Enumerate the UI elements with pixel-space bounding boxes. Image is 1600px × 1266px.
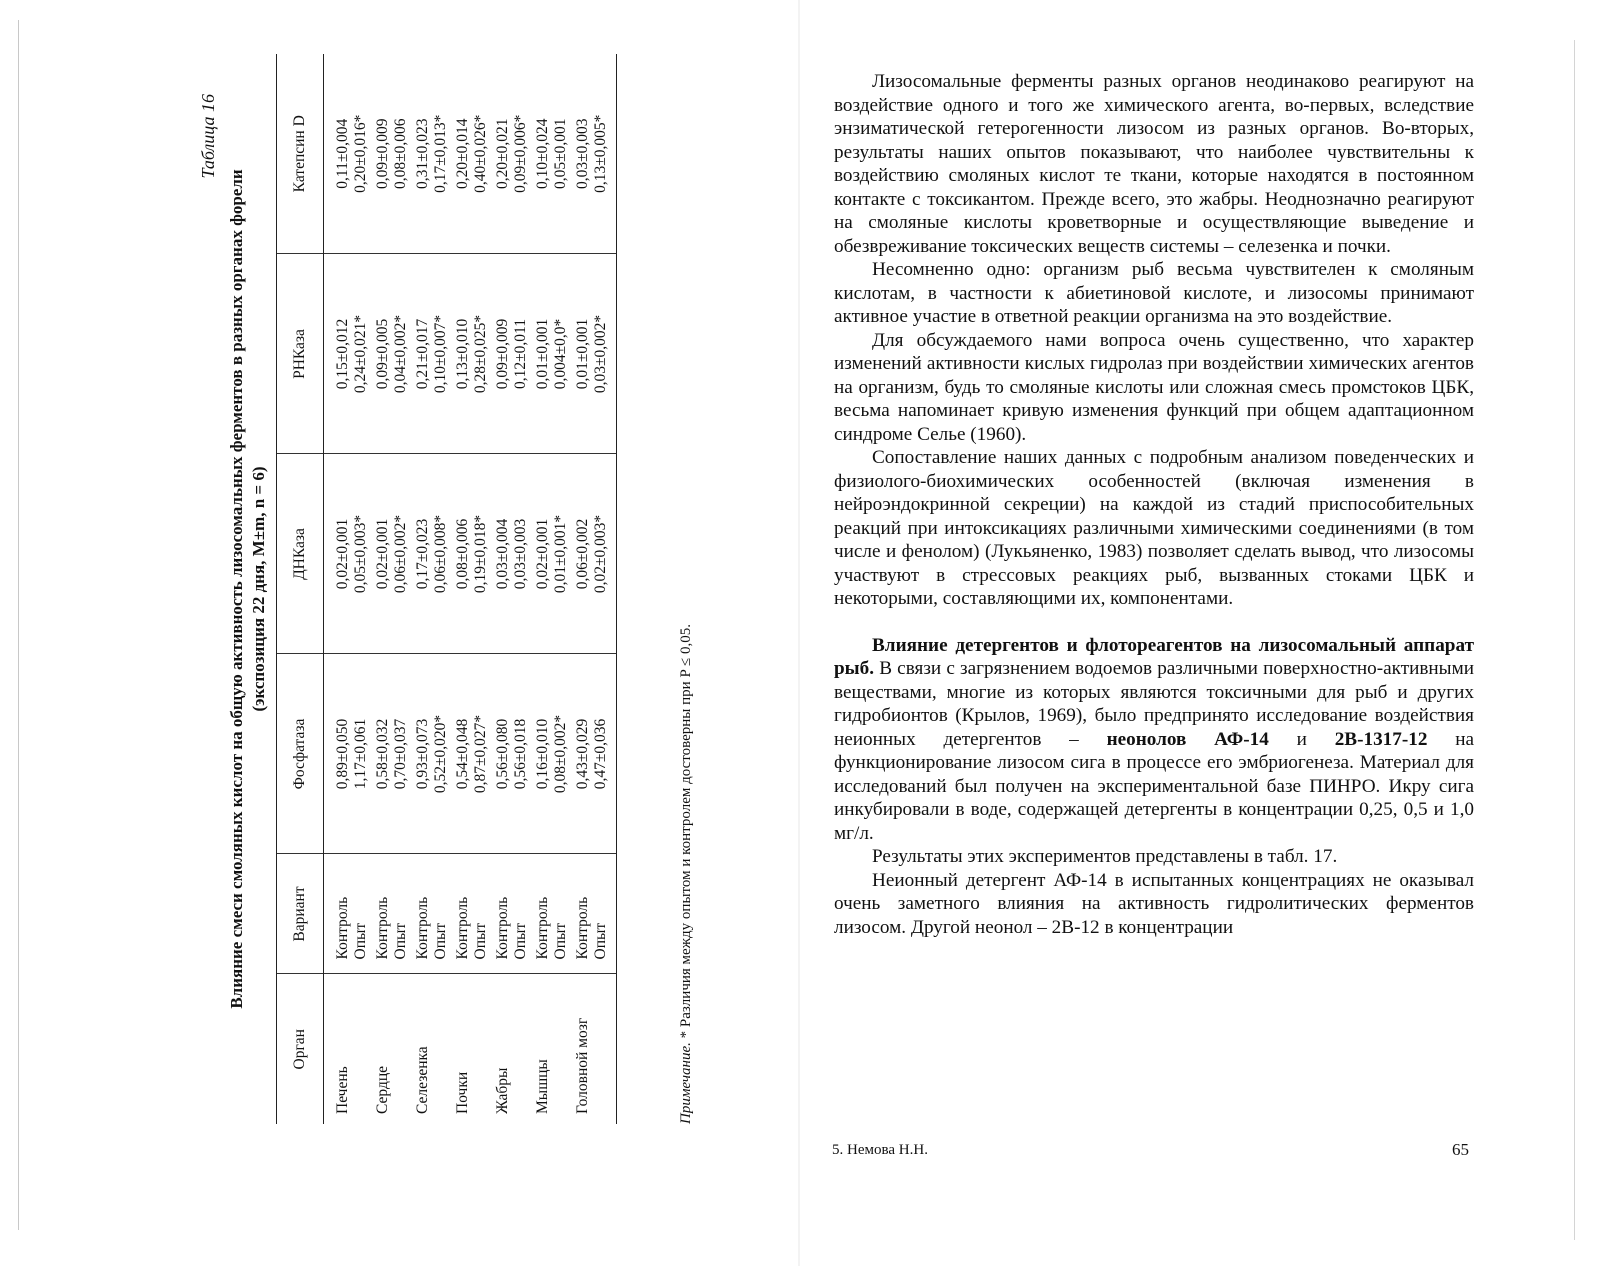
cell-rnase <box>324 254 373 454</box>
section-bold-term-2: 2В-1317-12 <box>1334 728 1428 750</box>
table-title-line-2: (экспозиция 22 дня, М±m, n = 6) <box>249 466 268 712</box>
right-page-edge <box>1574 40 1575 1240</box>
cell-cathepsin-d <box>452 54 492 254</box>
enzyme-activity-table <box>276 54 617 1124</box>
cell-phosphatase <box>492 654 532 854</box>
organ-name: Селезенка <box>414 1046 431 1114</box>
table-note-text: * Различия между опытом и контролем достоверны при P ≤ 0,05. <box>678 624 694 1039</box>
value-control: 0,01±0,001 <box>574 318 591 390</box>
value-control: 0,02±0,001 <box>374 518 391 590</box>
cell-phosphatase <box>324 654 373 854</box>
body-text-column <box>834 70 1474 939</box>
cell-cathepsin-d <box>572 54 617 254</box>
table-number: Таблица 16 <box>198 94 218 179</box>
value-control: 0,11±0,004 <box>334 118 351 189</box>
value-control: Контроль <box>454 896 471 960</box>
value-control: Контроль <box>574 896 591 960</box>
table-body <box>324 54 617 1124</box>
value-control: 0,31±0,023 <box>414 118 431 190</box>
page-spread-gutter <box>798 0 800 1266</box>
cell-rnase <box>572 254 617 454</box>
section-text-2: и <box>1268 728 1335 750</box>
table-title <box>226 54 270 1124</box>
table-row <box>412 54 452 1124</box>
value-control: 0,09±0,009 <box>494 318 511 390</box>
left-page-edge <box>18 20 19 1230</box>
value-control: 0,09±0,009 <box>374 118 391 190</box>
table-title-line-1: Влияние смеси смоляных кислот на общую активность лизосомальных ферментов в разных органах форели <box>227 169 246 1009</box>
value-experiment: 0,87±0,027* <box>472 714 489 794</box>
value-control: 0,10±0,024 <box>534 118 551 190</box>
value-control: 0,54±0,048 <box>454 718 471 790</box>
paragraph-after-2: Неионный детергент АФ-14 в испытанных концентрациях не оказывал очень заметного влияния на активность гидролитических ферментов лизосом. Другой неонол – 2В-12 в концентрации <box>834 869 1474 938</box>
enzyme-table <box>276 54 676 1124</box>
cell-variant <box>532 854 572 974</box>
section-paragraph <box>834 634 1474 846</box>
cell-organ <box>372 974 412 1124</box>
cell-organ <box>532 974 572 1124</box>
value-experiment: 1,17±0,061 <box>352 718 369 790</box>
value-experiment: 0,03±0,003 <box>512 518 529 590</box>
value-experiment: 0,08±0,002* <box>552 714 569 794</box>
value-control: 0,08±0,006 <box>454 518 471 590</box>
table-note <box>678 54 695 1124</box>
column-header-organ: Орган <box>277 974 324 1124</box>
table-row <box>492 54 532 1124</box>
cell-rnase <box>412 254 452 454</box>
value-experiment: Опыт <box>352 922 369 960</box>
value-control: 0,06±0,002 <box>574 518 591 590</box>
value-control: 0,09±0,005 <box>374 318 391 390</box>
cell-cathepsin-d <box>412 54 452 254</box>
table-note-label: Примечание. <box>678 1042 694 1124</box>
value-control: 0,03±0,004 <box>494 518 511 590</box>
value-experiment: 0,06±0,008* <box>432 514 449 594</box>
value-experiment: 0,20±0,016* <box>352 114 369 193</box>
cell-dnase <box>572 454 617 654</box>
value-control: Контроль <box>534 896 551 960</box>
value-control: 0,02±0,001 <box>334 518 351 590</box>
cell-cathepsin-d <box>492 54 532 254</box>
paragraph-3: Для обсуждаемого нами вопроса очень существенно, что характер изменений активности кислых гидролаз при воздействии химических агентов на организм, будь то смоляные кислоты или сложная смесь промстоков ЦБК, весьма напоминает кривую изменения функций при общем адаптационном синдроме Селье (1960). <box>834 329 1474 445</box>
column-header-rnase: РНКаза <box>277 254 324 454</box>
section-heading: Влияние детергентов и флотореагентов на лизосомальный аппарат рыб. <box>834 634 1474 679</box>
cell-variant <box>492 854 532 974</box>
table-row <box>572 54 617 1124</box>
organ-name: Головной мозг <box>574 1017 591 1114</box>
value-experiment: 0,01±0,001* <box>552 514 569 594</box>
value-control: 0,89±0,050 <box>334 718 351 790</box>
paragraph-1: Лизосомальные ферменты разных органов неодинаково реагируют на воздействие одного и того же химического агента, во-первых, вследствие энзиматической гетерогенности лизосом из разных органов. Во-вторых, результаты наших опытов показывают, что наиболее чувствительны к воздействию смоляных кислот те ткани, которые находятся в постоянном контакте с токсикантом. Прежде всего, это жабры. Неоднозначно реагируют на смоляные кислоты кроветворные и осуществляющие выведение и обезвреживание токсических веществ системы – селезенка и почки. <box>834 71 1474 257</box>
value-experiment: Опыт <box>392 922 409 960</box>
value-experiment: 0,06±0,002* <box>392 514 409 594</box>
value-control: 0,02±0,001 <box>534 518 551 590</box>
value-experiment: 0,04±0,002* <box>392 314 409 394</box>
rotated-table-block <box>198 54 694 1124</box>
table-row <box>532 54 572 1124</box>
organ-name: Сердце <box>374 1065 391 1114</box>
cell-phosphatase <box>372 654 412 854</box>
value-experiment: Опыт <box>552 922 569 960</box>
section-text-3: на функционирование лизосом сига в процессе его эмбриогенеза. Материал для исследований был получен на экспериментальной базе ПИНРО. Икру сига инкубировали в воде, содержащей детергенты в концентрации 0,25, 0,5 и 1,0 мг/л. <box>834 728 1474 844</box>
table-row <box>372 54 412 1124</box>
cell-organ <box>452 974 492 1124</box>
cell-rnase <box>372 254 412 454</box>
value-experiment: 0,70±0,037 <box>392 718 409 790</box>
paragraph-after-1: Результаты этих экспериментов представлены в табл. 17. <box>872 846 1338 867</box>
value-control: 0,17±0,023 <box>414 518 431 590</box>
value-experiment: 0,02±0,003* <box>592 514 609 594</box>
cell-phosphatase <box>572 654 617 854</box>
value-control: 0,20±0,021 <box>494 118 511 190</box>
value-control: 0,58±0,032 <box>374 718 391 790</box>
column-header-phosphatase: Фосфатаза <box>277 654 324 854</box>
section-bold-term-1: неонолов АФ-14 <box>1106 728 1269 750</box>
value-experiment: 0,13±0,005* <box>592 114 609 193</box>
value-experiment: 0,03±0,002* <box>592 314 609 394</box>
page-number: 65 <box>1452 1140 1469 1159</box>
value-experiment: 0,004±0,0* <box>552 318 569 390</box>
cell-variant <box>452 854 492 974</box>
paragraph-2: Несомненно одно: организм рыб весьма чувствителен к смоляным кислотам, в частности к абиетиновой кислоте, и лизосомы принимают активное участие в ответной реакции организма на это воздействие. <box>834 259 1474 327</box>
value-control: Контроль <box>494 896 511 960</box>
value-experiment: 0,05±0,003* <box>352 514 369 594</box>
cell-cathepsin-d <box>532 54 572 254</box>
organ-name: Мышцы <box>534 1059 551 1114</box>
value-experiment: 0,09±0,006* <box>512 114 529 193</box>
organ-name: Печень <box>334 1066 351 1114</box>
value-experiment: 0,08±0,006 <box>392 118 409 190</box>
value-control: Контроль <box>414 896 431 960</box>
table-header-row <box>277 54 324 1124</box>
cell-organ <box>492 974 532 1124</box>
paragraph-4: Сопоставление наших данных с подробным анализом поведенческих и физиолого-биохимических особенностей (включая изменения в нейроэндокринной секреции) на каждой из стадий приспособительных реакций при интоксикациях различными химическими соединениями (в том числе и фенолом) (Лукьяненко, 1983) позволяет сделать вывод, что лизосомы участвуют в стрессовых реакциях рыб, вызванных стоками ЦБК и некоторыми, составляющими их, компонентами. <box>834 447 1474 609</box>
value-experiment: Опыт <box>592 922 609 960</box>
cell-dnase <box>412 454 452 654</box>
value-control: 0,16±0,010 <box>534 718 551 790</box>
cell-variant <box>324 854 373 974</box>
organ-name: Жабры <box>494 1067 511 1114</box>
value-experiment: 0,17±0,013* <box>432 114 449 193</box>
cell-rnase <box>532 254 572 454</box>
value-control: 0,43±0,029 <box>574 718 591 790</box>
value-control: 0,15±0,012 <box>334 318 351 390</box>
value-experiment: Опыт <box>472 922 489 960</box>
table-row <box>452 54 492 1124</box>
value-control: 0,21±0,017 <box>414 318 431 390</box>
value-control: 0,03±0,003 <box>574 118 591 190</box>
value-experiment: 0,52±0,020* <box>432 714 449 794</box>
value-experiment: Опыт <box>432 922 449 960</box>
section-text-1: В связи с загрязнением водоемов различными поверхностно-активными веществами, многие из которых являются токсичными для рыб и других гидробионтов (Крылов, 1969), было предпринято исследование воздействия неионных детергентов – <box>834 658 1474 750</box>
cell-organ <box>572 974 617 1124</box>
organ-name: Почки <box>454 1071 471 1114</box>
cell-cathepsin-d <box>372 54 412 254</box>
value-experiment: 0,28±0,025* <box>472 314 489 394</box>
value-experiment: 0,05±0,001 <box>552 118 569 190</box>
value-experiment: 0,12±0,011 <box>512 319 529 389</box>
value-control: 0,01±0,001 <box>534 318 551 390</box>
cell-rnase <box>492 254 532 454</box>
cell-dnase <box>532 454 572 654</box>
value-experiment: 0,40±0,026* <box>472 114 489 193</box>
value-control: Контроль <box>334 896 351 960</box>
value-control: 0,20±0,014 <box>454 118 471 190</box>
value-experiment: 0,24±0,021* <box>352 314 369 394</box>
value-experiment: 0,47±0,036 <box>592 718 609 790</box>
cell-dnase <box>452 454 492 654</box>
column-header-variant: Вариант <box>277 854 324 974</box>
cell-dnase <box>372 454 412 654</box>
value-experiment: Опыт <box>512 922 529 960</box>
value-experiment: 0,56±0,018 <box>512 718 529 790</box>
cell-organ <box>324 974 373 1124</box>
cell-variant <box>412 854 452 974</box>
cell-variant <box>372 854 412 974</box>
value-experiment: 0,10±0,007* <box>432 314 449 394</box>
column-header-cathepsin-d: Катепсин D <box>277 54 324 254</box>
cell-dnase <box>324 454 373 654</box>
column-header-dnase: ДНКаза <box>277 454 324 654</box>
value-control: 0,56±0,080 <box>494 718 511 790</box>
cell-dnase <box>492 454 532 654</box>
table-row <box>324 54 373 1124</box>
value-control: 0,93±0,073 <box>414 718 431 790</box>
value-experiment: 0,19±0,018* <box>472 514 489 594</box>
cell-cathepsin-d <box>324 54 373 254</box>
cell-variant <box>572 854 617 974</box>
footer-signature: 5. Немова Н.Н. <box>832 1142 928 1158</box>
value-control: Контроль <box>374 896 391 960</box>
cell-phosphatase <box>532 654 572 854</box>
cell-organ <box>412 974 452 1124</box>
value-control: 0,13±0,010 <box>454 318 471 390</box>
cell-phosphatase <box>412 654 452 854</box>
cell-rnase <box>452 254 492 454</box>
cell-phosphatase <box>452 654 492 854</box>
